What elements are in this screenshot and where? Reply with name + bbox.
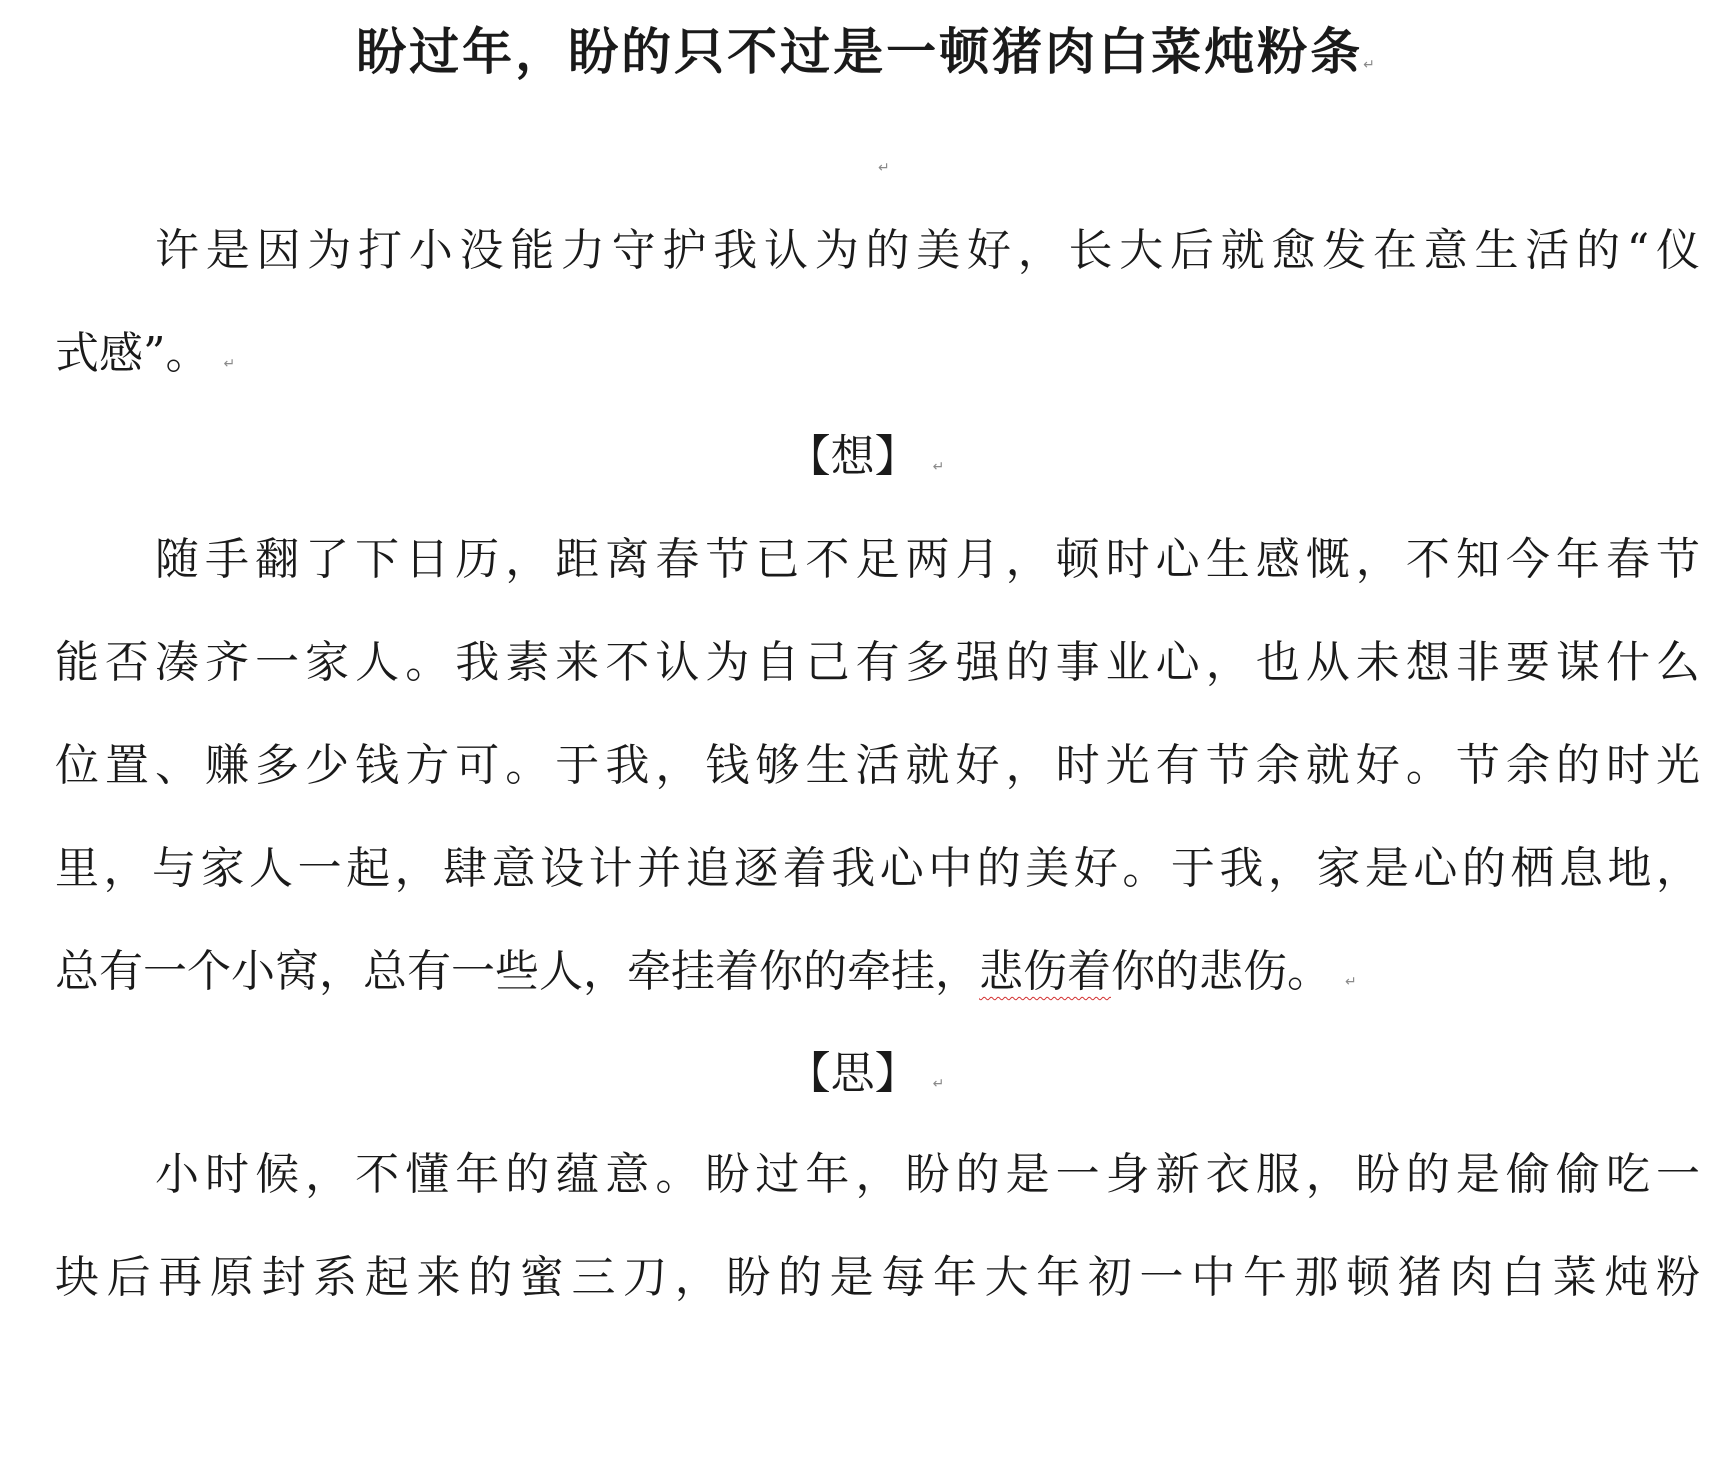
intro-line-2-text: 式感”。 [55, 328, 210, 379]
section1-line-1: 随手翻了下日历，距离春节已不足两月，顿时心生感慨，不知今年春节 [155, 534, 1700, 585]
section-heading-si [0, 1042, 1731, 1116]
section2-line-1: 小时候，不懂年的蕴意。盼过年，盼的是一身新衣服，盼的是偷偷吃一 [155, 1149, 1700, 1200]
intro-line-2 [55, 322, 1700, 396]
title-text: 盼过年，盼的只不过是一顿猪肉白菜炖粉条 [356, 22, 1364, 81]
section-heading-text: 【想】 [786, 431, 919, 482]
section1-line-5-text: 总有一个小窝，总有一些人，牵挂着你的牵挂， [55, 946, 979, 997]
section1-line-5 [55, 940, 1700, 1014]
section-heading-xiang [0, 425, 1731, 499]
section-heading-text: 【思】 [786, 1048, 919, 1099]
paragraph-mark-icon: ↵ [223, 356, 236, 372]
section1-line-2: 能否凑齐一家人。我素来不认为自己有多强的事业心，也从未想非要谋什么 [55, 637, 1700, 688]
document-title [0, 18, 1731, 99]
paragraph-mark-icon: ↵ [1363, 57, 1375, 73]
paragraph-mark-icon: ↵ [932, 459, 945, 475]
paragraph-mark-icon: ↵ [932, 1076, 945, 1092]
section1-line-5-tail: 你的悲伤。 [1111, 946, 1331, 997]
spellcheck-flagged-text[interactable]: 悲伤着 [979, 946, 1111, 997]
paragraph-mark-icon: ↵ [878, 160, 890, 176]
paragraph-mark-icon: ↵ [1345, 974, 1357, 990]
intro-line-1: 许是因为打小没能力守护我认为的美好，长大后就愈发在意生活的“仪 [155, 225, 1700, 276]
section2-line-2: 块后再原封系起来的蜜三刀，盼的是每年大年初一中午那顿猪肉白菜炖粉 [55, 1252, 1700, 1303]
section1-line-3: 位置、赚多少钱方可。于我，钱够生活就好，时光有节余就好。节余的时光 [55, 740, 1700, 791]
section1-line-4: 里，与家人一起，肆意设计并追逐着我心中的美好。于我，家是心的栖息地， [55, 843, 1700, 894]
